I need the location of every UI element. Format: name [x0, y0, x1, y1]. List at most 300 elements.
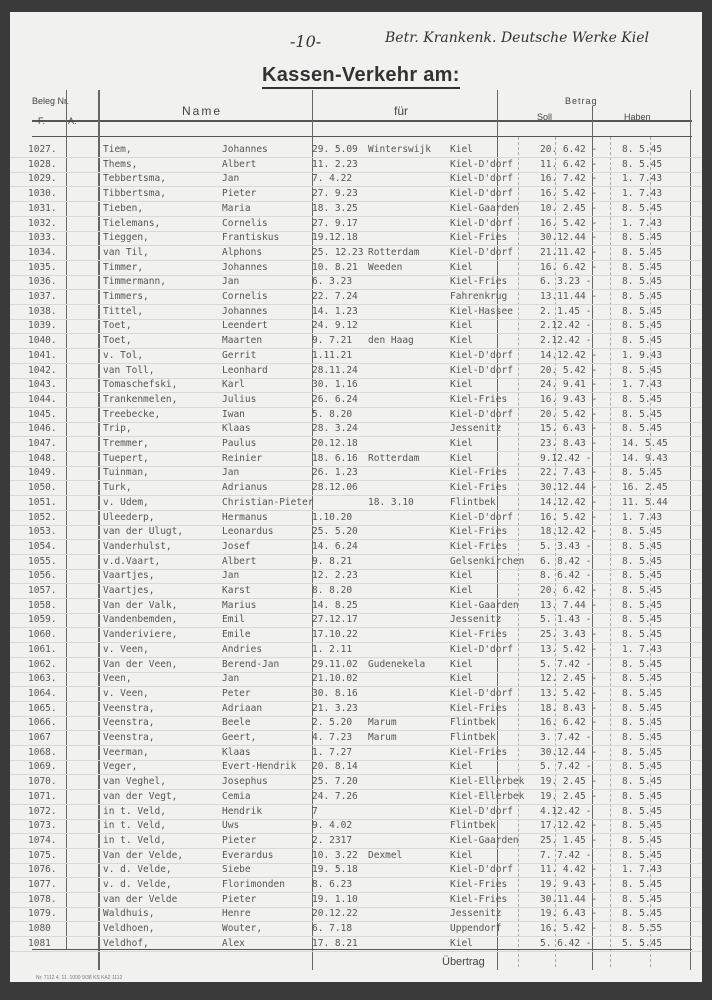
surname: Veldhof, [103, 937, 149, 949]
first-name: Karst [222, 585, 251, 596]
surname: Tremmer, [103, 438, 149, 449]
surname: Tuepert, [103, 452, 149, 464]
residence: Kiel-Hassee [450, 305, 513, 317]
surname: Timmermann, [103, 276, 166, 288]
soll-date: 20. 6.42 - [540, 585, 598, 596]
soll-date: 18.12.42 - [540, 526, 598, 538]
residence: Gelsenkirchen [450, 555, 525, 567]
residence: Kiel [450, 452, 473, 464]
first-name: Uws [222, 820, 240, 832]
entry-number: 1045. [28, 408, 57, 420]
soll-date: 18. 8.43 - [540, 702, 598, 714]
table-row [10, 495, 702, 511]
table-row [10, 348, 702, 364]
table-row [10, 318, 702, 334]
surname: Veenstra, [103, 732, 155, 743]
entry-number: 1043. [28, 379, 57, 391]
birth-place: 18. 3.10 [368, 496, 414, 508]
entry-number: 1052. [28, 511, 57, 523]
table-row [10, 245, 702, 261]
residence: Kiel-D'dorf [450, 687, 513, 699]
table-row [10, 862, 702, 878]
entry-number: 1056. [28, 570, 57, 582]
residence: Kiel-D'dorf [450, 805, 513, 817]
surname: Vanderhulst, [103, 540, 172, 552]
birth-date: 1.10.20 [312, 511, 353, 523]
table-row [10, 774, 702, 790]
surname: Tuinman, [103, 467, 149, 479]
haben-date: 5. 5.45 [622, 937, 663, 949]
haben-date: 8. 5.45 [622, 158, 663, 170]
surname: Veenstra, [103, 702, 155, 714]
table-row [10, 715, 702, 731]
birth-date: 30. 1.16 [312, 379, 358, 391]
haben-date: 8. 5.45 [622, 717, 663, 729]
soll-date: 20. 5.42 - [540, 408, 598, 420]
table-row [10, 583, 702, 599]
first-name: Emile [222, 629, 251, 641]
entry-number: 1058. [28, 599, 57, 611]
birth-place: Weeden [368, 261, 403, 273]
soll-date: 8. 6.42 - [540, 570, 592, 582]
first-name: Frantiskus [222, 232, 280, 244]
haben-date: 8. 5.45 [622, 908, 663, 920]
entry-number: 1060. [28, 629, 57, 641]
entry-number: 1037. [28, 291, 57, 302]
surname: Veger, [103, 761, 138, 773]
residence: Kiel [450, 937, 473, 949]
soll-date: 15. 6.43 - [540, 423, 598, 435]
soll-date: 20. 5.42 - [540, 364, 598, 376]
birth-date: 26. 1.23 [312, 467, 358, 479]
soll-date: 16. 5.42 - [540, 511, 598, 523]
col-soll: Soll [537, 112, 553, 122]
first-name: Adrianus [222, 482, 268, 494]
table-row [10, 804, 702, 820]
residence: Kiel [450, 320, 473, 332]
first-name: Maria [222, 202, 251, 214]
header-top-rule [32, 120, 692, 122]
entry-number: 1079. [28, 908, 57, 920]
first-name: Evert-Hendrik [222, 761, 297, 773]
surname: Van der Velde, [103, 849, 184, 861]
residence: Kiel [450, 849, 473, 861]
entry-number: 1080 [28, 923, 51, 935]
residence: Kiel [450, 673, 473, 685]
soll-date: 30.12.44 - [540, 746, 598, 758]
table-row [10, 701, 702, 717]
soll-date: 19. 2.45 - [540, 776, 598, 788]
soll-date: 16. 6.42 - [540, 261, 598, 273]
residence: Kiel-Fries [450, 232, 508, 244]
table-row [10, 363, 702, 379]
first-name: Gerrit [222, 349, 257, 361]
residence: Kiel-Fries [450, 746, 508, 758]
haben-date: 8. 5.45 [622, 570, 663, 582]
first-name: Geert, [222, 732, 257, 743]
entry-number: 1053. [28, 526, 57, 538]
col-beleg-f: F. [38, 116, 46, 126]
birth-date: 14. 6.24 [312, 540, 358, 552]
ledger-page [10, 12, 702, 982]
residence: Jessenitz [450, 423, 502, 435]
birth-date: 17.10.22 [312, 629, 358, 641]
haben-date: 14. 5.45 [622, 438, 668, 449]
birth-place: den Haag [368, 335, 414, 347]
birth-date: 7 [312, 805, 318, 817]
haben-date: 8. 5.45 [622, 305, 663, 317]
col-haben: Haben [624, 112, 651, 122]
table-row [10, 657, 702, 673]
residence: Kiel [450, 585, 473, 596]
birth-date: 19.12.18 [312, 232, 358, 244]
birth-date: 10. 3.22 [312, 849, 358, 861]
birth-date: 9. 8.21 [312, 555, 353, 567]
birth-date: 27. 9.17 [312, 217, 358, 229]
birth-date: 18. 6.16 [312, 452, 358, 464]
soll-date: 19. 9.43 - [540, 879, 598, 890]
soll-date: 22. 7.43 - [540, 467, 598, 479]
birth-date: 6. 3.23 [312, 276, 353, 288]
residence: Flintbek [450, 496, 496, 508]
surname: van der Velde [103, 893, 178, 905]
entry-number: 1044. [28, 393, 57, 405]
soll-date: 30.12.44 - [540, 232, 598, 244]
entry-number: 1065. [28, 702, 57, 714]
first-name: Florimonden [222, 879, 285, 890]
entry-number: 1067 [28, 732, 51, 743]
header-bottom-rule [32, 136, 692, 137]
soll-date: 25. 3.43 - [540, 629, 598, 641]
birth-date: 28. 3.24 [312, 423, 358, 435]
birth-date: 21.10.02 [312, 673, 358, 685]
entry-number: 1036. [28, 276, 57, 288]
surname: Treebecke, [103, 408, 161, 420]
table-row [10, 186, 702, 202]
soll-date: 30.12.44 - [540, 482, 598, 494]
birth-date: 2. 5.20 [312, 717, 353, 729]
residence: Kiel [450, 261, 473, 273]
surname: Van der Veen, [103, 658, 178, 670]
surname: in t. Veld, [103, 834, 166, 846]
haben-date: 8. 5.45 [622, 585, 663, 596]
birth-date: 5. 8.20 [312, 408, 353, 420]
table-row [10, 260, 702, 276]
first-name: Everardus [222, 849, 274, 861]
birth-date: 19. 5.18 [312, 864, 358, 876]
first-name: Pieter [222, 188, 257, 200]
birth-date: 12. 2.23 [312, 570, 358, 582]
residence: Kiel-D'dorf [450, 364, 513, 376]
first-name: Pieter [222, 834, 257, 846]
residence: Kiel-D'dorf [450, 511, 513, 523]
surname: Veldhoen, [103, 923, 155, 935]
entry-number: 1064. [28, 687, 57, 699]
soll-date: 30.11.44 - [540, 893, 598, 905]
haben-date: 1. 9.43 [622, 349, 663, 361]
birth-date: 29.11.02 [312, 658, 358, 670]
entry-number: 1057. [28, 585, 57, 596]
table-row [10, 612, 702, 628]
first-name: Alex [222, 937, 245, 949]
entry-number: 1031. [28, 202, 57, 214]
first-name: Leonardus [222, 526, 274, 538]
birth-date: 8. 6.23 [312, 879, 353, 890]
soll-date: 16. 7.42 - [540, 173, 598, 185]
table-row [10, 465, 702, 481]
surname: Thems, [103, 158, 138, 170]
haben-date: 8. 5.45 [622, 761, 663, 773]
first-name: Alphons [222, 246, 263, 258]
birth-place: Dexmel [368, 849, 403, 861]
residence: Flintbek [450, 820, 496, 832]
haben-date: 8. 5.45 [622, 144, 663, 155]
first-name: Klaas [222, 423, 251, 435]
first-name: Josephus [222, 776, 268, 788]
table-row [10, 274, 702, 290]
entry-number: 1032. [28, 217, 57, 229]
entry-number: 1035. [28, 261, 57, 273]
surname: Vandenbemden, [103, 614, 178, 626]
soll-date: 5. 1.43 - [540, 614, 592, 626]
birth-date: 6. 7.18 [312, 923, 353, 935]
surname: van Til, [103, 246, 149, 258]
haben-date: 8. 5.45 [622, 393, 663, 405]
surname: in t. Veld, [103, 805, 166, 817]
first-name: Leendert [222, 320, 268, 332]
col-betrag: Betrag [565, 96, 598, 106]
birth-date: 4. 7.23 [312, 732, 353, 743]
surname: Veen, [103, 673, 132, 685]
entry-number: 1029. [28, 173, 57, 185]
birth-date: 2. 2317 [312, 834, 353, 846]
table-row [10, 451, 702, 467]
haben-date: 1. 7.43 [622, 643, 663, 655]
table-row [10, 598, 702, 614]
table-row [10, 510, 702, 526]
haben-date: 8. 5.45 [622, 232, 663, 244]
soll-date: 11. 4.42 - [540, 864, 598, 876]
table-row [10, 759, 702, 775]
residence: Kiel-Fries [450, 276, 508, 288]
table-row [10, 833, 702, 849]
surname: v.d.Vaart, [103, 555, 161, 567]
surname: Tieggen, [103, 232, 149, 244]
birth-place: Rotterdam [368, 246, 420, 258]
surname: Toet, [103, 335, 132, 347]
haben-date: 8. 5.45 [622, 658, 663, 670]
first-name: Wouter, [222, 923, 263, 935]
entry-number: 1042. [28, 364, 57, 376]
first-name: Albert [222, 555, 257, 567]
surname: v. d. Velde, [103, 879, 172, 890]
residence: Kiel-Fries [450, 393, 508, 405]
uebertrag-label: Übertrag [442, 956, 485, 968]
residence: Kiel-Gaarden [450, 599, 519, 611]
residence: Kiel-D'dorf [450, 643, 513, 655]
birth-date: 28.11.24 [312, 364, 358, 376]
birth-date: 1. 2.11 [312, 643, 353, 655]
table-row [10, 201, 702, 217]
table-row [10, 171, 702, 187]
entry-number: 1078. [28, 893, 57, 905]
birth-date: 14. 1.23 [312, 305, 358, 317]
birth-date: 20.12.18 [312, 438, 358, 449]
haben-date: 8. 5.45 [622, 320, 663, 332]
haben-date: 1. 7.43 [622, 511, 663, 523]
table-row [10, 642, 702, 658]
entry-number: 1027. [28, 144, 57, 155]
surname: Timmers, [103, 291, 149, 302]
birth-date: 20.12.22 [312, 908, 358, 920]
soll-date: 13.11.44 - [540, 291, 598, 302]
col-fuer: für [394, 104, 409, 118]
entry-number: 1071. [28, 790, 57, 802]
surname: Van der Valk, [103, 599, 178, 611]
residence: Kiel-Fries [450, 879, 508, 890]
haben-date: 8. 5.45 [622, 526, 663, 538]
residence: Jessenitz [450, 908, 502, 920]
birth-date: 9. 7.21 [312, 335, 353, 347]
haben-date: 8. 5.45 [622, 291, 663, 302]
residence: Kiel-Fries [450, 702, 508, 714]
haben-date: 8. 5.45 [622, 834, 663, 846]
entry-number: 1066. [28, 717, 57, 729]
haben-date: 8. 5.55 [622, 923, 663, 935]
residence: Kiel-Fries [450, 526, 508, 538]
birth-date: 22. 7.24 [312, 291, 358, 302]
residence: Kiel-Fries [450, 482, 508, 494]
table-row [10, 377, 702, 393]
first-name: Cemia [222, 790, 251, 802]
haben-date: 8. 5.45 [622, 614, 663, 626]
entry-number: 1068. [28, 746, 57, 758]
table-row [10, 157, 702, 173]
first-name: Cornelis [222, 291, 268, 302]
first-name: Emil [222, 614, 245, 626]
surname: Veerman, [103, 746, 149, 758]
residence: Flintbek [450, 732, 496, 743]
soll-date: 17.12.42 - [540, 820, 598, 832]
first-name: Pieter [222, 893, 257, 905]
haben-date: 8. 5.45 [622, 540, 663, 552]
residence: Kiel [450, 761, 473, 773]
birth-date: 1.11.21 [312, 349, 353, 361]
haben-date: 8. 5.45 [622, 879, 663, 890]
soll-date: 10. 2.45 - [540, 202, 598, 214]
entry-number: 1028. [28, 158, 57, 170]
residence: Kiel [450, 335, 473, 347]
first-name: Albert [222, 158, 257, 170]
table-row [10, 892, 702, 908]
surname: van Toll, [103, 364, 155, 376]
table-row [10, 568, 702, 584]
haben-date: 8. 5.45 [622, 687, 663, 699]
residence: Jessenitz [450, 614, 502, 626]
soll-date: 5. 7.42 - [540, 761, 592, 773]
surname: Tebbertsma, [103, 173, 166, 185]
soll-date: 5. 7.42 - [540, 658, 592, 670]
first-name: Berend-Jan [222, 658, 280, 670]
haben-date: 16. 2.45 [622, 482, 668, 494]
entry-number: 1041. [28, 349, 57, 361]
soll-date: 16. 5.42 - [540, 923, 598, 935]
haben-date: 8. 5.45 [622, 408, 663, 420]
first-name: Maarten [222, 335, 263, 347]
first-name: Jan [222, 276, 240, 288]
entry-number: 1069. [28, 761, 57, 773]
surname: Timmer, [103, 261, 144, 273]
table-row [10, 407, 702, 423]
entry-number: 1081 [28, 937, 51, 949]
entry-number: 1055. [28, 555, 57, 567]
table-row [10, 554, 702, 570]
birth-date: 18. 3.25 [312, 202, 358, 214]
first-name: Johannes [222, 305, 268, 317]
first-name: Hendrik [222, 805, 263, 817]
haben-date: 8. 5.45 [622, 276, 663, 288]
surname: Veenstra, [103, 717, 155, 729]
birth-date: 25. 7.20 [312, 776, 358, 788]
surname: Trip, [103, 423, 132, 435]
table-row [10, 216, 702, 232]
surname: Tibbertsma, [103, 188, 166, 200]
residence: Kiel-D'dorf [450, 864, 513, 876]
first-name: Peter [222, 687, 251, 699]
haben-date: 8. 5.45 [622, 467, 663, 479]
entry-number: 1030. [28, 188, 57, 200]
surname: Tiem, [103, 144, 132, 155]
haben-date: 8. 5.45 [622, 702, 663, 714]
birth-date: 28.12.06 [312, 482, 358, 494]
surname: Tomaschefski, [103, 379, 178, 391]
birth-date: 24. 9.12 [312, 320, 358, 332]
birth-date: 30. 8.16 [312, 687, 358, 699]
entry-number: 1034. [28, 246, 57, 258]
table-row [10, 304, 702, 320]
haben-date: 8. 5.45 [622, 261, 663, 273]
haben-date: 8. 5.45 [622, 629, 663, 641]
soll-date: 20. 6.42 - [540, 144, 598, 155]
haben-date: 8. 5.45 [622, 599, 663, 611]
surname: v. Veen, [103, 643, 149, 655]
entry-number: 1062. [28, 658, 57, 670]
surname: in t. Veld, [103, 820, 166, 832]
surname: v. Tol, [103, 349, 144, 361]
surname: Turk, [103, 482, 132, 494]
residence: Kiel [450, 144, 473, 155]
soll-date: 13. 5.42 - [540, 687, 598, 699]
entry-number: 1063. [28, 673, 57, 685]
soll-date: 7. 7.42 - [540, 849, 592, 861]
birth-place: Gudenekela [368, 658, 426, 670]
soll-date: 23. 8.43 - [540, 438, 598, 449]
haben-date: 8. 5.45 [622, 790, 663, 802]
first-name: Iwan [222, 408, 245, 420]
haben-date: 8. 5.45 [622, 893, 663, 905]
soll-date: 2.12.42 - [540, 320, 592, 332]
surname: Tieben, [103, 202, 144, 214]
entry-number: 1077. [28, 879, 57, 890]
entry-number: 1074. [28, 834, 57, 846]
col-beleg: Beleg Nr. [32, 96, 70, 106]
birth-date: 25. 12.23 [312, 246, 364, 258]
residence: Kiel-D'dorf [450, 408, 513, 420]
haben-date: 8. 5.45 [622, 849, 663, 861]
handwritten-note: Betr. Krankenk. Deutsche Werke Kiel [385, 30, 650, 46]
first-name: Adriaan [222, 702, 263, 714]
haben-date: 11. 5.44 [622, 496, 668, 508]
